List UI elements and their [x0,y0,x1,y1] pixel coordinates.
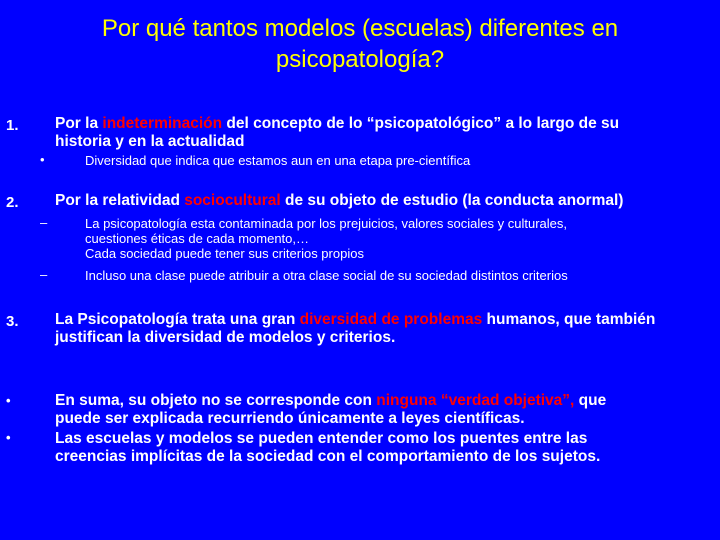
item-2-highlight: sociocultural [184,192,281,209]
title-line-2: psicopatología? [275,46,445,73]
item-5-line-2: creencias implícitas de la sociedad con el comportamiento de los sujetos. [55,448,601,465]
item-1-text [55,115,705,151]
item-2-pre: Por la relatividad [55,192,185,209]
item-2-sub-1-marker: – [40,215,48,230]
item-3-line-1 [55,311,705,329]
item-2-sub-1-text [85,216,700,261]
item-1-post: del concepto de lo “psicopatológico” a lo largo de su [222,115,620,132]
item-5-bullet: • [6,430,11,445]
title-line-1: Por qué tantos modelos (escuelas) diferentes en [101,15,619,42]
item-4-bullet: • [6,393,11,408]
item-3-marker: 3. [6,313,19,330]
item-1-sub-marker: • [40,152,45,167]
item-1-line-1 [55,115,705,133]
item-2-sub-1-line-2: cuestiones éticas de cada momento,… [85,231,310,246]
item-3-post: humanos, que también [482,311,656,328]
slide-title [20,13,700,75]
item-1-pre: Por la [55,115,103,132]
item-1-line-2: historia y en la actualidad [55,133,245,150]
item-5-line-1: Las escuelas y modelos se pueden entender como los puentes entre las [55,430,588,447]
item-2-marker: 2. [6,194,19,211]
item-2-sub-1-line-3: Cada sociedad puede tener sus criterios propios [85,246,364,261]
item-4-highlight: ninguna “verdad objetiva”, [376,392,575,409]
item-2-post: de su objeto de estudio (la conducta anormal) [280,192,624,209]
item-3-pre: La Psicopatología trata una gran [55,311,300,328]
item-2-sub-2-marker: – [40,267,48,282]
item-4-text [55,392,705,428]
item-3-text [55,311,705,347]
item-2-sub-2-text: Incluso una clase puede atribuir a otra clase social de su sociedad distintos criterios [85,268,568,283]
item-4-pre: En suma, su objeto no se corresponde con [55,392,377,409]
item-2-sub-1-line-1: La psicopatología esta contaminada por los prejuicios, valores sociales y culturales, [85,216,567,231]
item-3-highlight: diversidad de problemas [299,311,483,328]
item-5-text [55,430,705,466]
item-4-post: que [574,392,607,409]
item-2-text [55,192,705,210]
item-1-marker: 1. [6,117,19,134]
item-1-sub-text: Diversidad que indica que estamos aun en una etapa pre-científica [85,153,471,168]
item-4-line-1 [55,392,705,410]
item-4-line-2: puede ser explicada recurriendo únicamente a leyes científicas. [55,410,525,427]
item-1-highlight: indeterminación [102,115,223,132]
item-3-line-2: justifican la diversidad de modelos y criterios. [55,329,396,346]
